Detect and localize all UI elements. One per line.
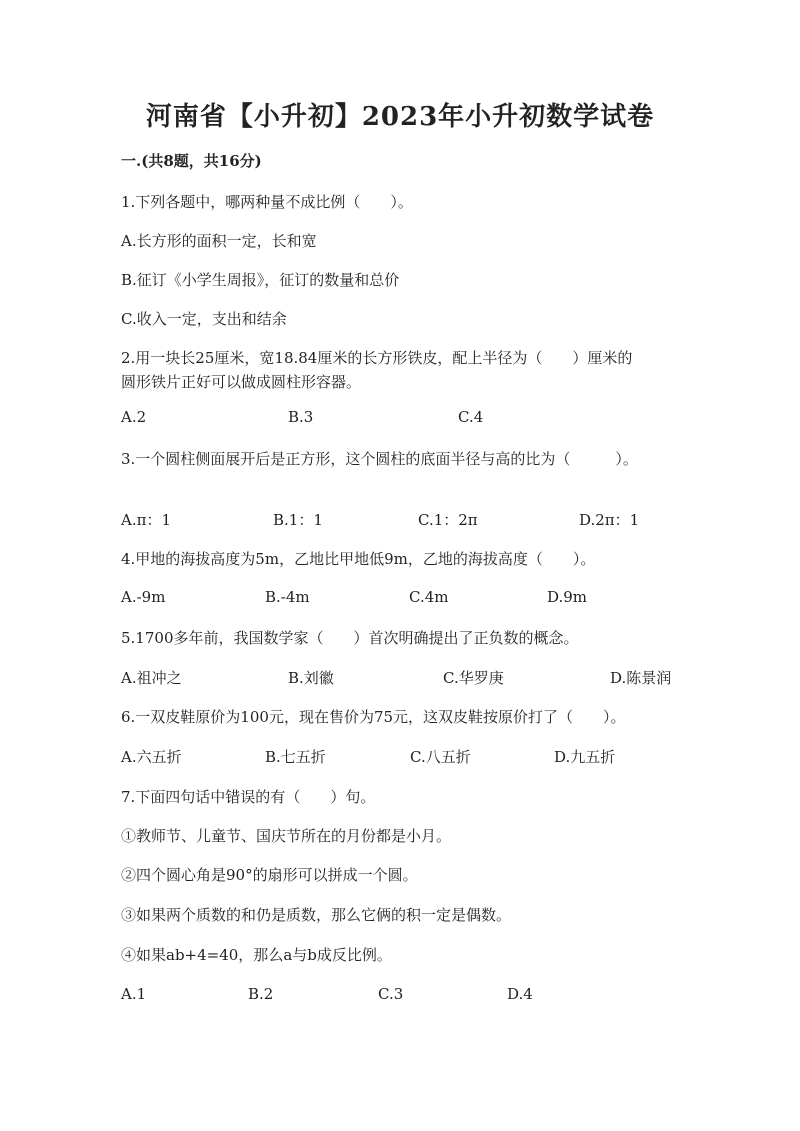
question-1-option-c: C.收入一定，支出和结余 — [121, 310, 287, 328]
question-4-option-c: C.4m — [409, 588, 449, 606]
question-4-option-d: D.9m — [547, 588, 588, 606]
question-1-stem: 1.下列各题中，哪两种量不成比例（ ）。 — [121, 193, 413, 211]
question-2-stem-line-1: 2.用一块长25厘米，宽18.84厘米的长方形铁皮，配上半径为（ ）厘米的 — [121, 349, 633, 367]
question-7-option-c: C.3 — [378, 985, 404, 1003]
question-7-option-d: D.4 — [507, 985, 533, 1003]
question-3-option-d: D.2π：1 — [579, 511, 640, 529]
question-4-option-a: A.-9m — [121, 588, 166, 606]
exam-title: 河南省【小升初】2023年小升初数学试卷 — [145, 102, 655, 132]
section-heading: 一.(共8题，共16分) — [121, 152, 262, 170]
question-4-option-b: B.-4m — [265, 588, 310, 606]
question-6-option-a: A.六五折 — [121, 748, 182, 766]
question-6-option-c: C.八五折 — [410, 748, 471, 766]
question-3-option-b: B.1：1 — [273, 511, 323, 529]
question-7-stem: 7.下面四句话中错误的有（ ）句。 — [121, 788, 376, 806]
question-5-option-c: C.华罗庚 — [443, 669, 504, 687]
question-5-stem: 5.1700多年前，我国数学家（ ）首次明确提出了正负数的概念。 — [121, 629, 579, 647]
question-2-option-a: A.2 — [121, 408, 147, 426]
question-5-options — [121, 667, 681, 689]
question-6-options — [121, 746, 681, 768]
question-6-stem: 6.一双皮鞋原价为100元，现在售价为75元，这双皮鞋按原价打了（ ）。 — [121, 708, 626, 726]
question-2-option-c: C.4 — [458, 408, 484, 426]
question-2-stem-line-2: 圆形铁片正好可以做成圆柱形容器。 — [121, 373, 362, 391]
question-2-options — [121, 408, 681, 430]
question-7-statement-2: ②四个圆心角是90°的扇形可以拼成一个圆。 — [121, 866, 418, 884]
question-5-option-d: D.陈景润 — [610, 669, 672, 687]
question-1-option-b: B.征订《小学生周报》，征订的数量和总价 — [121, 271, 400, 289]
question-4-stem: 4.甲地的海拔高度为5m，乙地比甲地低9m，乙地的海拔高度（ ）。 — [121, 550, 596, 568]
question-7-statement-3: ③如果两个质数的和仍是质数，那么它俩的积一定是偶数。 — [121, 906, 512, 924]
question-4-options — [121, 588, 681, 610]
question-3-options — [121, 509, 681, 531]
question-6-option-d: D.九五折 — [554, 748, 616, 766]
question-7-options — [121, 985, 681, 1007]
question-6-option-b: B.七五折 — [265, 748, 326, 766]
question-2-option-b: B.3 — [288, 408, 314, 426]
question-3-stem: 3.一个圆柱侧面展开后是正方形，这个圆柱的底面半径与高的比为（ ）。 — [121, 450, 638, 468]
question-3-option-a: A.π：1 — [121, 511, 172, 529]
question-5-option-b: B.刘徽 — [288, 669, 334, 687]
question-7-statement-4: ④如果ab+4=40，那么a与b成反比例。 — [121, 946, 392, 964]
question-1-option-a: A.长方形的面积一定，长和宽 — [121, 232, 317, 250]
question-7-option-a: A.1 — [121, 985, 147, 1003]
question-5-option-a: A.祖冲之 — [121, 669, 182, 687]
question-7-option-b: B.2 — [248, 985, 274, 1003]
question-3-option-c: C.1：2π — [418, 511, 478, 529]
question-7-statement-1: ①教师节、儿童节、国庆节所在的月份都是小月。 — [121, 827, 452, 845]
